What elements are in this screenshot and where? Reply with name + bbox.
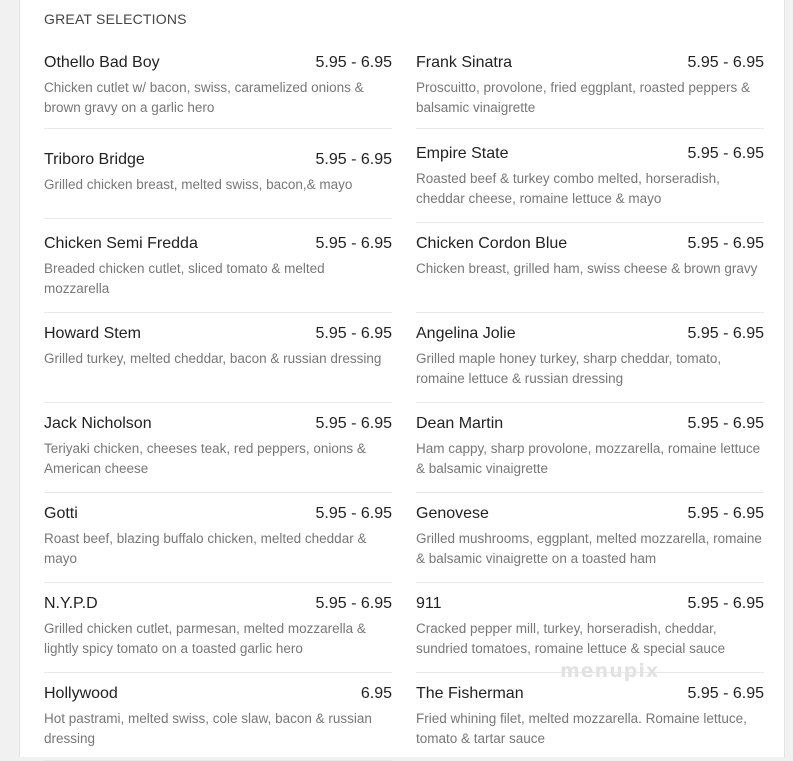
item-price: 5.95 - 6.95 [315,151,392,168]
item-price: 5.95 - 6.95 [687,505,764,522]
item-description: Chicken cutlet w/ bacon, swiss, caramelized onions & brown gravy on a garlic hero [44,80,364,115]
menu-item[interactable] [44,149,392,219]
item-description: Proscuitto, provolone, fried eggplant, roasted peppers & balsamic vinaigrette [416,80,750,115]
item-price: 5.95 - 6.95 [687,325,764,342]
item-description: Grilled chicken breast, melted swiss, bacon,& mayo [44,177,353,192]
item-price: 5.95 - 6.95 [687,54,764,71]
menu-item[interactable] [416,52,764,129]
item-description: Fried whining filet, melted mozzarella. Romaine lettuce, tomato & tartar sauce [416,711,747,746]
item-description: Chicken breast, grilled ham, swiss cheese & brown gravy [416,261,758,276]
item-price: 5.95 - 6.95 [687,235,764,252]
menu-column-right [416,52,764,751]
item-name: Chicken Cordon Blue [416,235,568,252]
item-name: Empire State [416,145,509,162]
item-name: Gotti [44,505,78,522]
item-name: 911 [416,595,442,612]
menu-item[interactable] [44,233,392,313]
item-name: Othello Bad Boy [44,54,160,71]
item-name: Howard Stem [44,325,141,342]
item-price: 5.95 - 6.95 [315,415,392,432]
item-price: 5.95 - 6.95 [315,505,392,522]
item-description: Grilled mushrooms, eggplant, melted mozzarella, romaine & balsamic vinaigrette on a toasted ham [416,531,762,566]
menu-item[interactable] [44,503,392,583]
item-description: Roast beef, blazing buffalo chicken, melted cheddar & mayo [44,531,367,566]
item-name: Triboro Bridge [44,151,145,168]
menu-item[interactable] [44,52,392,129]
item-description: Cracked pepper mill, turkey, horseradish, cheddar, sundried tomatoes, romaine lettuce & special sauce [416,621,726,656]
menu-item[interactable] [416,413,764,493]
item-description: Grilled chicken cutlet, parmesan, melted mozzarella & lightly spicy tomato on a toasted garlic hero [44,621,366,656]
menu-item[interactable] [416,503,764,583]
item-description: Breaded chicken cutlet, sliced tomato & melted mozzarella [44,261,325,296]
item-description: Roasted beef & turkey combo melted, horseradish, cheddar cheese, romaine lettuce & mayo [416,171,720,206]
menu-item[interactable] [44,323,392,403]
item-name: Genovese [416,505,489,522]
item-name: Dean Martin [416,415,504,432]
item-name: Chicken Semi Fredda [44,235,198,252]
item-price: 5.95 - 6.95 [687,415,764,432]
item-price: 6.95 [360,685,392,702]
item-price: 5.95 - 6.95 [687,595,764,612]
item-price: 5.95 - 6.95 [315,325,392,342]
menu-column-left [44,52,392,761]
menu-item[interactable] [416,323,764,403]
item-name: Angelina Jolie [416,325,516,342]
item-name: Frank Sinatra [416,54,513,71]
watermark-logo: menupix [560,660,660,682]
item-description: Teriyaki chicken, cheeses teak, red peppers, onions & American cheese [44,441,366,476]
item-price: 5.95 - 6.95 [687,145,764,162]
menu-item[interactable] [44,413,392,493]
menu-item[interactable] [44,683,392,761]
item-description: Hot pastrami, melted swiss, cole slaw, bacon & russian dressing [44,711,372,746]
section-title: GREAT SELECTIONS [44,11,187,27]
menu-item[interactable] [44,593,392,673]
menu-card [19,0,785,757]
item-name: Jack Nicholson [44,415,152,432]
menu-item[interactable] [416,683,764,751]
item-price: 5.95 - 6.95 [315,595,392,612]
menu-item[interactable] [416,233,764,313]
item-description: Ham cappy, sharp provolone, mozzarella, romaine lettuce & balsamic vinaigrette [416,441,761,476]
item-description: Grilled maple honey turkey, sharp cheddar, tomato, romaine lettuce & russian dressing [416,351,722,386]
item-description: Grilled turkey, melted cheddar, bacon & russian dressing [44,351,382,366]
item-price: 5.95 - 6.95 [687,685,764,702]
item-name: The Fisherman [416,685,524,702]
item-name: N.Y.P.D [44,595,98,612]
item-name: Hollywood [44,685,118,702]
menu-item[interactable] [416,143,764,223]
item-price: 5.95 - 6.95 [315,235,392,252]
item-price: 5.95 - 6.95 [315,54,392,71]
